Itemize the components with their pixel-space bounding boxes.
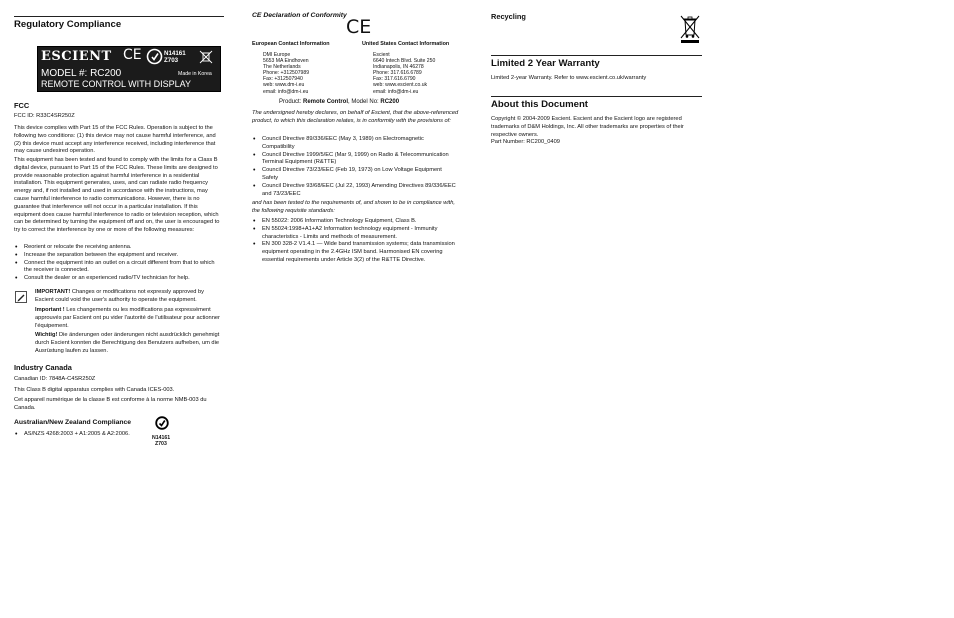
important-note-fr: Important ! Les changements ou les modifications pas expressément approuvés par Escient ont pu vider l'autorité de l'utilisateur pour actionner l'équipement.	[35, 307, 220, 329]
list-item: • Council Directive 1999/5/EC (Mar 9, 1999) on Radio & Telecommunication Terminal Equipment (R&TTE)	[252, 152, 457, 168]
contact-line: Fax: +312507940	[263, 76, 303, 83]
tick-code-2: Z703	[155, 441, 167, 447]
contact-line: web: www.escient.co.uk	[373, 82, 428, 89]
list-item: • Council Directive 89/336/EEC (May 3, 1989) on Electromagnetic Compatibility	[252, 136, 457, 152]
section-rule	[491, 96, 702, 97]
list-item: • Reorient or relocate the receiving antenna.	[14, 244, 224, 252]
contact-line: 6640 Intech Blvd. Suite 250	[373, 58, 436, 65]
list-item: • Consult the dealer or an experienced radio/TV technician for help.	[14, 275, 224, 283]
declaration-text: The undersigned hereby declares, on behalf of Escient, that the above-referenced product, to which this declaration relates, is in conformity with the provisions of:	[252, 110, 459, 124]
canadian-id: Canadian ID: 7848A-C4SR250Z	[14, 376, 96, 382]
c-tick-mark	[152, 416, 170, 447]
about-text: Copyright © 2004-2009 Escient. Escient and the Escient logo are registered trademarks of D&M Holdings, Inc. All other trademarks are properties of their respective owners.	[491, 116, 684, 138]
us-contact-details	[373, 52, 468, 95]
section-rule	[14, 16, 224, 17]
c-tick-icon	[146, 48, 163, 70]
list-item: • EN 300 328-2 V1.4.1 — Wide band transmission systems; data transmission equipment operating in the 2.4GHz ISM band. Harmonised EN covering essential requirements under Article 3(2) of the R&TTE Directive.	[252, 241, 457, 264]
contact-line: email: info@dm-i.eu	[263, 88, 309, 95]
regulatory-title: Regulatory Compliance	[14, 19, 122, 30]
canada-paragraph-1: This Class B digital apparatus complies with Canada ICES-003.	[14, 387, 175, 393]
important-note-de: Wichtig! Die änderungen oder änderungen nicht ausdrücklich genehmigt durch Escient konnten die Berechtigung des Benutzers aufheben, um die Ausrüstung laufen zu lassen.	[35, 332, 220, 354]
crossed-bin-icon	[199, 50, 213, 69]
list-item: • Council Directive 73/23/EEC (Feb 19, 1973) on Low Voltage Equipment Safety	[252, 167, 457, 183]
fcc-title: FCC	[14, 101, 30, 110]
list-item: • Increase the separation between the equipment and receiver.	[14, 252, 224, 260]
label-product: REMOTE CONTROL WITH DISPLAY	[41, 79, 192, 89]
important-note: IMPORTANT! Changes or modifications not expressly approved by Escient could void the user's authority to operate the equipment.	[35, 289, 205, 303]
eu-contact-heading: European Contact Information	[252, 41, 330, 47]
product-line: Product: Remote Control, Model No: RC200	[279, 99, 400, 105]
warranty-title: Limited 2 Year Warranty	[491, 58, 600, 69]
us-contact-heading: United States Contact Information	[362, 41, 450, 47]
c-tick-icon	[155, 416, 170, 435]
weee-bin-icon	[679, 13, 701, 49]
contact-line: Indianapolis, IN 46278	[373, 64, 424, 71]
industry-canada-title: Industry Canada	[14, 363, 72, 372]
fcc-id: FCC ID: R33C4SR250Z	[14, 113, 75, 119]
fcc-measures	[14, 244, 224, 283]
product-label	[37, 46, 221, 92]
escient-logo: ESCIENT	[41, 49, 112, 64]
contact-line: web: www.dm-i.eu	[263, 82, 305, 89]
list-item: • EN 55024:1998+A1+A2 Information technology equipment - Immunity characteristics - Limits and methods of measurement.	[252, 226, 457, 242]
label-code-2: Z703	[164, 57, 179, 64]
list-item: • Connect the equipment into an outlet on a circuit different from that to which the receiver is connected.	[14, 260, 224, 276]
directive-list	[252, 136, 457, 198]
eu-contact-details	[263, 52, 358, 95]
tick-code-1: N14161	[152, 435, 171, 441]
contact-line: DMI Europe	[263, 52, 291, 58]
contact-line: Fax: 317.616.6790	[373, 76, 416, 83]
ce-declaration-title: CE Declaration of Conformity	[252, 12, 347, 19]
aunz-title: Australian/New Zealand Compliance	[14, 419, 132, 426]
ce-mark: CE	[123, 47, 142, 63]
fcc-paragraph-2: This equipment has been tested and found to comply with the limits for a Class B digital device, pursuant to Part 15 of the FCC Rules. These limits are designed to provide reasonable protection against harmful interference in a residential installation. This equipment generates, uses, and can radiate radio frequency energy and, if not installed and used in accordance with the instructions, may cause harmful interference to radio communications. However, there is no guarantee that interference will not occur in a particular installation. If this equipment does cause harmful interference to radio or television reception, which can be determined by turning the equipment off and on, the user is encouraged to try to correct the interference by one or more of the following measures:	[14, 157, 220, 234]
about-title: About this Document	[491, 99, 588, 110]
fcc-paragraph-1: This device complies with Part 15 of the FCC Rules. Operation is subject to the following two conditions: (1) this device may not cause harmful interference, and (2) this device must accept any interference received, including interference that may cause undesired operation.	[14, 125, 216, 155]
contact-line: The Netherlands	[263, 64, 301, 71]
aunz-list	[14, 431, 154, 439]
tested-text: and has been tested to the requirements of, and shown to be in compliance with, the following requisite standards:	[252, 200, 455, 214]
contact-line: 5653 MA Eindhoven	[263, 58, 309, 65]
contact-line: Phone: 317.616.6789	[373, 70, 422, 77]
part-number: Part Number: RC200_0409	[491, 139, 560, 145]
label-model: MODEL #: RC200	[41, 68, 122, 79]
list-item: • Council Directive 93/68/EEC (Jul 22, 1993) Amending Directives 89/336/EEC and 73/23/EEC	[252, 183, 457, 199]
label-made: Made in Korea	[178, 71, 212, 77]
recycling-title: Recycling	[491, 12, 526, 21]
list-item: • EN 55022: 2006 Information Technology Equipment, Class B.	[252, 218, 457, 226]
section-rule	[491, 55, 702, 56]
list-item: • AS/NZS 4268:2003 + A1:2005 & A2:2006.	[14, 431, 154, 439]
ce-mark: CE	[346, 16, 372, 38]
label-code-1: N14161	[164, 50, 186, 57]
contact-line: email: info@dm-i.eu	[373, 88, 419, 95]
warranty-text: Limited 2-year Warranty. Refer to www.escient.co.uk/warranty	[491, 75, 647, 81]
standards-list	[252, 218, 457, 265]
contact-line: Phone: +312507989	[263, 70, 310, 77]
pencil-note-icon	[15, 290, 27, 308]
contact-line: Escient	[373, 52, 390, 58]
canada-paragraph-2: Cet appareil numérique de la classe B est conforme à la norme NMB-003 du Canada.	[14, 397, 207, 411]
